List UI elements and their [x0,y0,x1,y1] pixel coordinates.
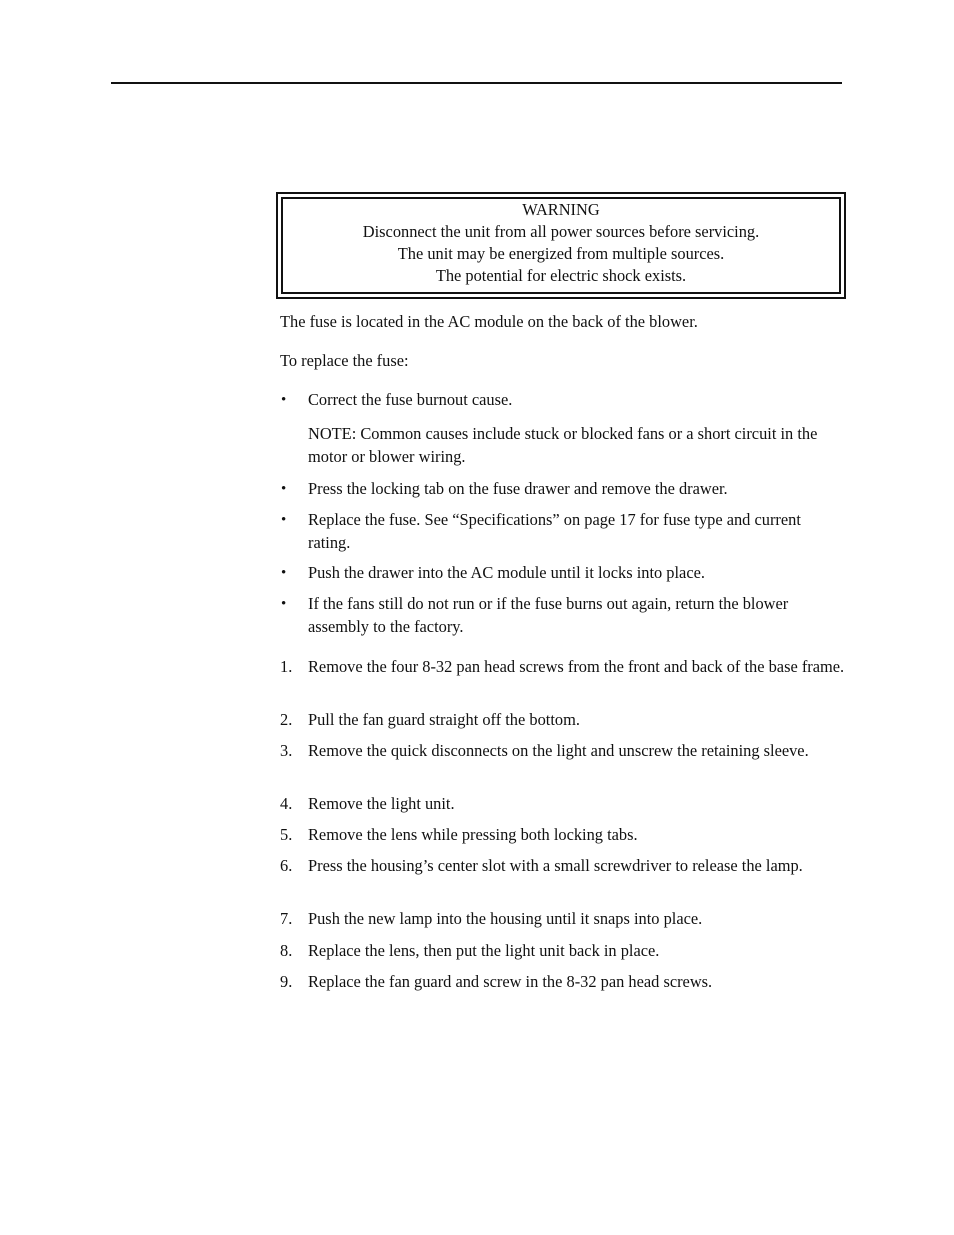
step-item [280,908,846,931]
step-number: 7. [280,909,293,928]
warning-box [276,192,846,299]
step-text: Pull the fan guard straight off the bottom. [308,710,580,729]
warning-inner-frame [281,197,841,294]
bullet-item [280,389,846,412]
step-item [280,855,846,878]
step-item [280,709,846,732]
step-number: 2. [280,710,293,729]
step-text: Remove the light unit. [308,794,455,813]
step-item [280,824,846,847]
bullet-item [280,562,846,585]
step-text: Remove the four 8-32 pan head screws from the front and back of the base frame. [308,657,845,676]
bullet-text: Replace the fuse. See “Specifications” on page 17 for fuse type and current rating. [308,510,801,552]
step-text: Remove the quick disconnects on the light and unscrew the retaining sleeve. [308,741,809,760]
step-item [280,971,846,994]
bullet-marker: • [281,512,287,528]
step-item [280,740,846,763]
bullet-marker: • [281,565,287,581]
bullet-text: Press the locking tab on the fuse drawer and remove the drawer. [308,479,728,498]
step-number: 6. [280,856,293,875]
bullet-item [280,593,846,638]
replace-fuse-heading: To replace the fuse: [280,351,409,370]
step-text: Push the new lamp into the housing until it snaps into place. [308,909,703,928]
step-number: 9. [280,972,293,991]
fuse-location-text: The fuse is located in the AC module on the back of the blower. [280,312,698,331]
step-number: 3. [280,741,293,760]
step-number: 1. [280,657,293,676]
header-rule [111,82,842,84]
bullet-text: If the fans still do not run or if the fuse burns out again, return the blower assembly to the factory. [308,594,789,636]
bullet-item [280,509,846,554]
warning-line-3: The potential for electric shock exists. [435,266,687,285]
bullet-marker: • [281,392,287,408]
warning-line-1: Disconnect the unit from all power sources before servicing. [362,222,760,241]
warning-line-2: The unit may be energized from multiple sources. [397,244,725,263]
step-item [280,940,846,963]
step-text: Remove the lens while pressing both locking tabs. [308,825,638,844]
bullet-item [280,478,846,501]
step-text: Press the housing’s center slot with a small screwdriver to release the lamp. [308,856,803,875]
step-text: Replace the lens, then put the light unit back in place. [308,941,660,960]
step-item [280,793,846,816]
step-number: 4. [280,794,293,813]
bullet-text: Push the drawer into the AC module until it locks into place. [308,563,705,582]
step-number: 8. [280,941,293,960]
bullet-marker: • [281,481,287,497]
bullet-marker: • [281,596,287,612]
warning-title: WARNING [522,200,600,219]
note-text: NOTE: Common causes include stuck or blocked fans or a short circuit in the motor or blower wiring. [308,424,818,466]
step-number: 5. [280,825,293,844]
step-text: Replace the fan guard and screw in the 8-32 pan head screws. [308,972,713,991]
step-item [280,656,846,679]
bullet-text: Correct the fuse burnout cause. [308,390,513,409]
